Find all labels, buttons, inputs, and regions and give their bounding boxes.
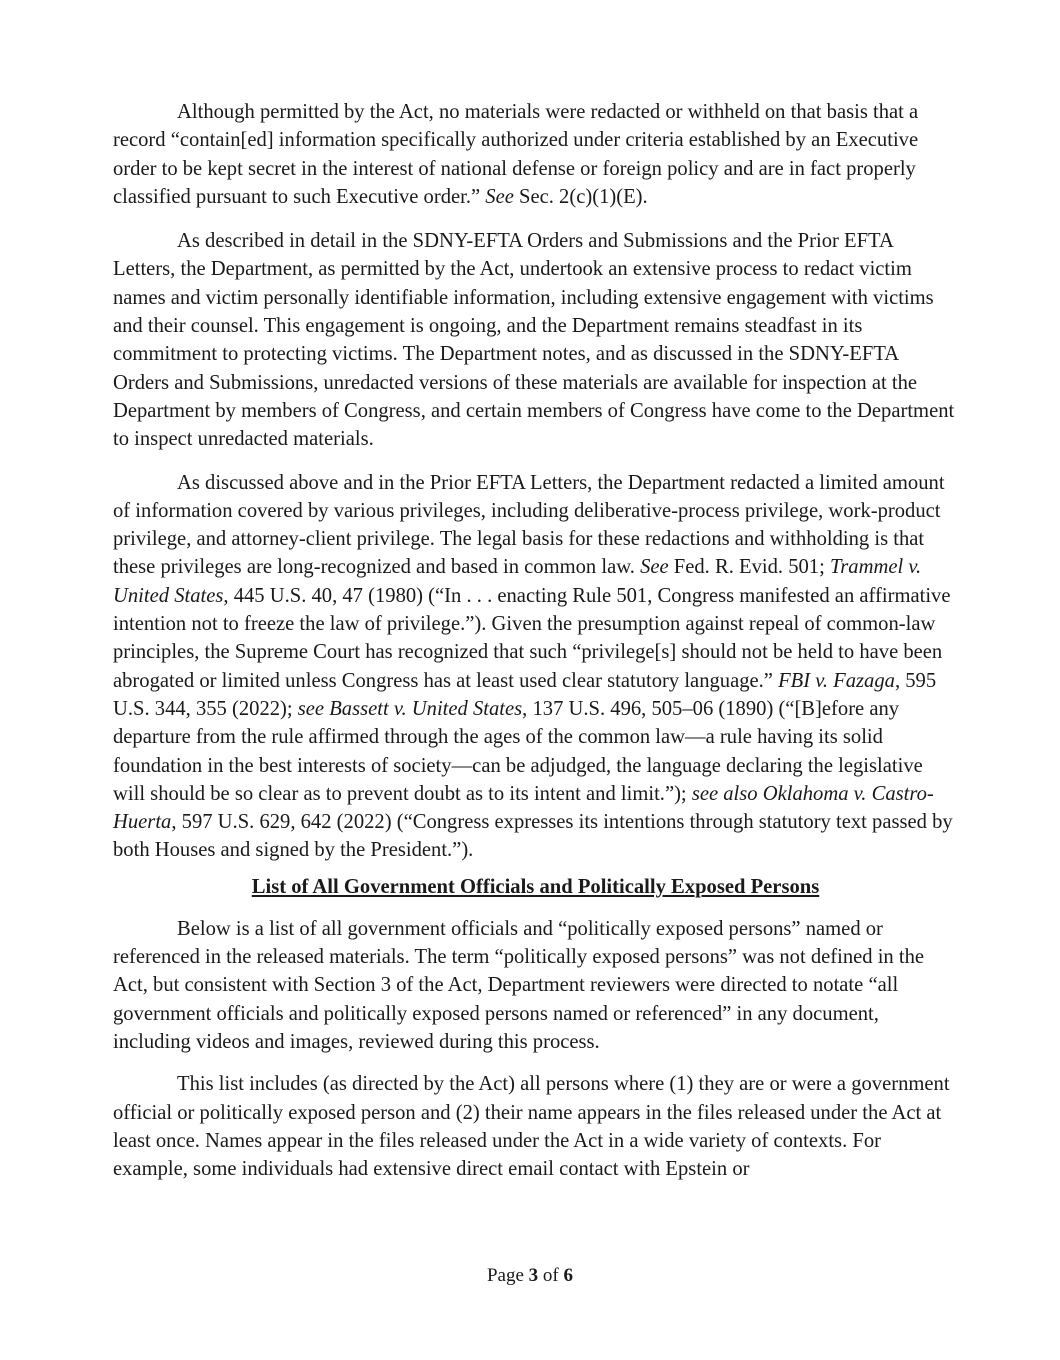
body-text-run: As discussed above and in the Prior EFTA Letters, the Department redacted a limited amount of information covered by various privileges, including deliberative-process privilege, work-product privilege, and attorney-client privilege. The legal basis for these redactions and withholding is that these privileges are long-recognized and based in common law.: [113, 471, 945, 579]
paragraph-victim-redactions: [113, 227, 958, 453]
paragraph-list-criteria: [113, 1070, 958, 1183]
page-total: 6: [563, 1265, 573, 1286]
body-text-run: , 137 U.S. 496, 505–06 (1890) (“[B]efore any departure from the rule affirmed through the ages of the common law—a rule having its solid foundation in the best interests of society—can be adjudged, the language declaring the legislative will should be so clear as to prevent doubt as to its intent and limit.”);: [113, 697, 923, 805]
body-text-run: Although permitted by the Act, no materials were redacted or withheld on that basis that a record “contain[ed] information specifically authorized under criteria established by an Executive order to be kept secret in the interest of national defense or foreign policy and are in fact properly classified pursuant to such Executive order.”: [113, 101, 919, 208]
citation-text: Trammel v. United States: [113, 556, 922, 607]
section-heading: List of All Government Officials and Politically Exposed Persons: [251, 875, 820, 898]
page-current: 3: [528, 1265, 539, 1286]
page-label-prefix: Page: [486, 1265, 529, 1286]
body-text-run: As described in detail in the SDNY-EFTA Orders and Submissions and the Prior EFTA Letters, the Department, as permitted by the Act, undertook an extensive process to redact victim names and victim personally identifiable information, including extensive engagement with victims and their counsel. This engagement is ongoing, and the Department remains steadfast in its commitment to protecting victims. The Department notes, and as discussed in the SDNY-EFTA Orders and Submissions, unredacted versions of these materials are available for inspection at the Department by members of Congress, and certain members of Congress have come to the Department to inspect unredacted materials.: [113, 230, 955, 451]
paragraph-classified-materials: [113, 98, 958, 211]
paragraph-list-intro: [113, 915, 958, 1056]
body-text-run: , 445 U.S. 40, 47 (1980) (“In . . . enacting Rule 501, Congress manifested an affirmative intention not to freeze the law of privilege.”). Given the presumption against repeal of common-law principles, the Supreme Court has recognized that such “privilege[s] should not be held to have been abrogated or limited unless Congress has at least used clear statutory language.”: [113, 584, 951, 692]
citation-text: see also Oklahoma v. Castro-Huerta: [113, 782, 934, 834]
body-text-run: Below is a list of all government officials and “politically exposed persons” named or referenced in the released materials. The term “politically exposed persons” was not defined in the Act, but consistent with Section 3 of the Act, Department reviewers were directed to notate “all government officials and politically exposed persons named or referenced” in any document, including videos and images, reviewed during this process.: [113, 917, 925, 1053]
document-body: [113, 98, 958, 1199]
citation-text: See: [485, 185, 514, 208]
citation-text: FBI v. Fazaga: [778, 669, 895, 692]
page-number: [0, 1263, 1060, 1289]
body-text-run: , 595 U.S. 344, 355 (2022);: [113, 669, 937, 720]
body-text-run: Fed. R. Evid. 501;: [668, 556, 830, 579]
page-label-of: of: [538, 1265, 564, 1286]
paragraph-privileges: [113, 469, 958, 865]
citation-text: See: [640, 556, 669, 579]
body-text-run: , 597 U.S. 629, 642 (2022) (“Congress expresses its intentions through statutory text passed by both Houses and signed by the President.”).: [113, 811, 953, 862]
body-text-run: This list includes (as directed by the Act) all persons where (1) they are or were a government official or politically exposed person and (2) their name appears in the files released under the Act at least once. Names appear in the files released under the Act in a wide variety of contexts. For example, some individuals had extensive direct email contact with Epstein or: [113, 1073, 950, 1181]
citation-text: see Bassett v. United States: [297, 697, 523, 720]
body-text-run: Sec. 2(c)(1)(E).: [513, 185, 648, 208]
